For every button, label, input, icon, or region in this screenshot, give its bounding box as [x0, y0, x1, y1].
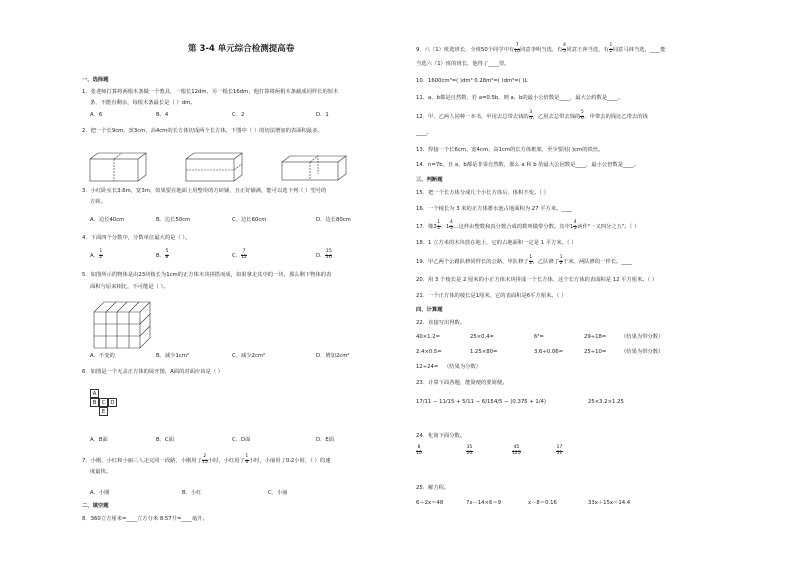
q1-line2: 条，不能有剩余，每根木条最长是（ ）dm。 — [90, 100, 196, 106]
q2-cuboid-figures — [82, 150, 392, 184]
q4-opt-a: A． $\frac{1}{2}$ — [90, 249, 103, 260]
calc-r1-note: （结果为带分数） — [621, 334, 664, 340]
q4-frac-b: $\frac{5}{8}$ — [165, 249, 169, 260]
q3-line1: 3．小红卧室长3.6m，宽3m，如果要在地面上用整块的方砖铺，且正好铺满，能可以选下列（ ）型号的 — [82, 188, 327, 194]
q24-frac-4: $\frac{17}{51}$ — [556, 445, 563, 456]
q12-line1: 12．甲、乙两人同种一本书，甲用去总带去钱的 $\frac{3}{4}$ ，乙用去总带去钱的 $\frac{5}{6}$ ，甲带去的钱比乙带去的钱 — [416, 110, 648, 121]
q25-eq-2: 7x－14×6＝9 — [466, 500, 502, 506]
q1-line1: 1．张老师打算将两根木条做一个教具，一根长12dm，另一根长16dm，他打算将两根木条截成同样长的短木 — [82, 89, 339, 95]
q9-frac-2: $\frac{4}{5}$ — [562, 43, 566, 54]
q4-frac-a: $\frac{1}{2}$ — [99, 249, 103, 260]
q7-line1: 7．小刚，小红和小丽三人走完同一段路，小刚用了 $\frac{2}{15}$ 小时，小红用了 $\frac{1}{6}$ 小时，小丽用了0.2小时，（ ）的速 — [82, 454, 331, 465]
q23-expr-3: 25×3.2×1.25 — [588, 399, 624, 405]
q14-line: 14．n=7b，且 a、b都是非零自然数，那么 a 和 b 的最大公因数是____，最小公倍数是____。 — [416, 162, 639, 168]
q6-opt-d: D．E面 — [316, 437, 335, 443]
net-face-e: E — [99, 407, 108, 416]
q19-line: 19．甲乙两个公路队修同样长的公路，甲队修了 $\frac{1}{2}$ ，乙队修了 $\frac{1}{2}$ 千米，两队修的一样长。____ — [416, 255, 632, 266]
q5-opt-c: C．减少2cm² — [232, 353, 266, 359]
q4-opt-c: C． $\frac{7}{12}$ — [232, 249, 247, 260]
q19-frac-2: $\frac{1}{2}$ — [559, 255, 563, 266]
q24-frac-1: $\frac{8}{10}$ — [416, 445, 422, 456]
q1-opt-b: B．4 — [156, 112, 169, 118]
calc-r2-c2: 1.25×80= — [470, 349, 498, 355]
q20-line: 20．用 3 个棱长是 2 厘米的小正方体木块拼成一个长方体，这个长方体的表面积是 12 平方厘米。（ ） — [416, 277, 658, 283]
q15-line: 15．把一个长方体分成几个小长方体后，体积不变。（ ） — [416, 190, 549, 196]
q22-line: 22．直接写出得数。 — [416, 320, 466, 326]
q17-line: 17．像3 $\frac{1}{2}$ 、1 $\frac{4}{5}$ …这样由整数和真分数合成的数叫做带分数。其中1 $\frac{4}{5}$ 读作"一又四分之五"。（ ） — [416, 220, 640, 231]
q3-opt-a: A．边长40cm — [90, 217, 125, 223]
q7-line2: 度最快。 — [90, 469, 112, 475]
section-judge: 三、判断题 — [416, 177, 443, 183]
q4-frac-c: $\frac{7}{12}$ — [241, 249, 247, 260]
q23-line: 23．计算下面各题，能简便的要简便。 — [416, 380, 508, 386]
q24-frac-3: $\frac{45}{125}$ — [512, 445, 521, 456]
q16-line: 16．一个棱长为 3 米的正方体蓄水池占地面积为 27 平方米。____ — [416, 206, 573, 212]
q17-frac-1: $\frac{1}{2}$ — [437, 220, 441, 231]
q21-line: 21．一个正方体的棱长是1厘米，它的表面积是6平方厘米。（ ） — [416, 293, 567, 299]
q12-line2: ____。 — [416, 130, 432, 136]
q6-opt-b: B．C面 — [156, 437, 174, 443]
q8-line: 8．360立方厘米=____立方分米 8.57升=____毫升。 — [82, 516, 208, 522]
q9-frac-3: $\frac{1}{2}$ — [609, 43, 613, 54]
q9-line2: 当选六（1）班的班长，他得了____票。 — [416, 61, 510, 67]
q1-opt-a: A．6 — [90, 112, 103, 118]
left-column — [82, 0, 392, 562]
q3-opt-d: D．边长80cm — [316, 217, 351, 223]
calc-r2-c1: 2.4×0.5= — [416, 349, 442, 355]
q5-cube-stack — [90, 298, 160, 350]
q1-opt-c: C．2 — [232, 112, 245, 118]
q25-eq-1: 6＋2x＝48 — [416, 500, 444, 506]
calc-r3-c1: 12÷24= — [416, 364, 439, 370]
q7-opt-c: C．小丽 — [268, 490, 288, 496]
section-choice: 一、选择题 — [82, 77, 109, 83]
net-face-a: A — [90, 389, 99, 398]
q5-line1: 5．如图所示的物体是由23块棱长为1cm的正方体木块拼搭而成，如果拿走其中的一块，那么剩下物体的表 — [82, 272, 332, 278]
q7-opt-a: A．小刚 — [90, 490, 110, 496]
net-face-c: C — [99, 398, 108, 407]
q2-line: 2．把一个长9cm，宽3cm，高4cm的长方体切成两个长方体，下图中（ ）的切法增加的表面积最多。 — [82, 128, 323, 134]
q18-line: 18．1 立方米的木块放在地上，它的占地面积一定是 1 平方米。（ ） — [416, 240, 577, 246]
q19-frac-1: $\frac{1}{2}$ — [529, 255, 533, 266]
q12-frac-1: $\frac{3}{4}$ — [529, 110, 533, 121]
calc-r1-c4: 29÷18= — [584, 334, 607, 340]
q5-line2: 面积与原来相比，不可能是（ ）。 — [90, 284, 169, 290]
q6-opt-a: A．B面 — [90, 437, 108, 443]
net-face-b: B — [90, 398, 99, 407]
q5-opt-d: D．增加2cm² — [316, 353, 350, 359]
q25-eq-3: x－8＝0.16 — [528, 500, 557, 506]
q13-line: 13．焊接一个长6cm、宽4cm、高1cm的长方体框架，至少要用( )cm的铁丝。 — [416, 147, 604, 153]
q24-line: 24．化简下面分数。 — [416, 433, 466, 439]
q4-frac-d: $\frac{15}{16}$ — [325, 249, 332, 260]
q9-line1: 9．六（1）班选班长，全班50个同学中有 $\frac{7}{10}$ 同意李明当选，有 $\frac{4}{5}$ 同意王萍当选，有 $\frac{1}{2}$ 同意马林当选，____能 — [416, 43, 666, 54]
q25-line: 25．解方程。 — [416, 485, 450, 491]
q10-line: 10．1600cm³=( )dm³ 0.28m³=( )dm³=( )L — [416, 78, 528, 84]
calc-r1-c3: 6³= — [534, 334, 544, 340]
q3-line2: 方砖。 — [90, 199, 106, 205]
q4-line: 4．下面四个分数中，分数单位最大的是（ ）。 — [82, 235, 191, 241]
q17-frac-2: $\frac{4}{5}$ — [449, 220, 453, 231]
q5-opt-b: B．减少1cm² — [156, 353, 190, 359]
q3-opt-c: C．边长60cm — [232, 217, 267, 223]
q3-opt-b: B．边长50cm — [156, 217, 191, 223]
q7-opt-b: B．小红 — [182, 490, 202, 496]
q9-frac-1: $\frac{7}{10}$ — [514, 43, 521, 54]
q5-opt-a: A．不变的 — [90, 353, 115, 359]
page-title: 第 3-4 单元综合检测提高卷 — [188, 44, 295, 54]
section-calc: 四、计算题 — [416, 307, 443, 313]
q12-frac-2: $\frac{5}{6}$ — [580, 110, 584, 121]
calc-r2-c3: 3.6÷0.06= — [534, 349, 564, 355]
calc-r2-note: （结果为带分数） — [621, 349, 664, 355]
calc-r1-c2: 25×0.4= — [470, 334, 495, 340]
calc-r3-note: （结果为分数） — [444, 364, 482, 370]
right-column — [416, 0, 761, 562]
q6-line: 6．如图是一个无盖正方体的展开图，A面的对面应该是（ ） — [82, 369, 224, 375]
q1-opt-d: D．1 — [316, 112, 329, 118]
q11-line: 11．a、b都是自然数，若 a=0.5b，则 a、b的最小公倍数是____，最大公约数是____。 — [416, 95, 623, 101]
calc-r1-c1: 40×1.2= — [416, 334, 441, 340]
q17-frac-3: $\frac{4}{5}$ — [573, 220, 577, 231]
q7-frac-2: $\frac{1}{6}$ — [245, 454, 249, 465]
q7-frac-1: $\frac{2}{15}$ — [201, 454, 208, 465]
q4-opt-d: D． $\frac{15}{16}$ — [316, 249, 332, 260]
q4-opt-b: B． $\frac{5}{8}$ — [156, 249, 169, 260]
net-face-d: D — [108, 398, 117, 407]
q23-expr-1: 17/11 − 11/15 + 5/11 − 6/15 — [416, 399, 494, 405]
calc-r2-c4: 25÷10= — [584, 349, 607, 355]
q24-frac-2: $\frac{35}{20}$ — [466, 445, 473, 456]
q25-eq-4: 33x＋15x＝14.4 — [588, 500, 631, 506]
section-fill: 二、填空题 — [82, 503, 109, 509]
q23-expr-2: 4/5 − (0.375 + 1/4) — [494, 399, 546, 405]
q6-opt-c: C．D面 — [232, 437, 251, 443]
